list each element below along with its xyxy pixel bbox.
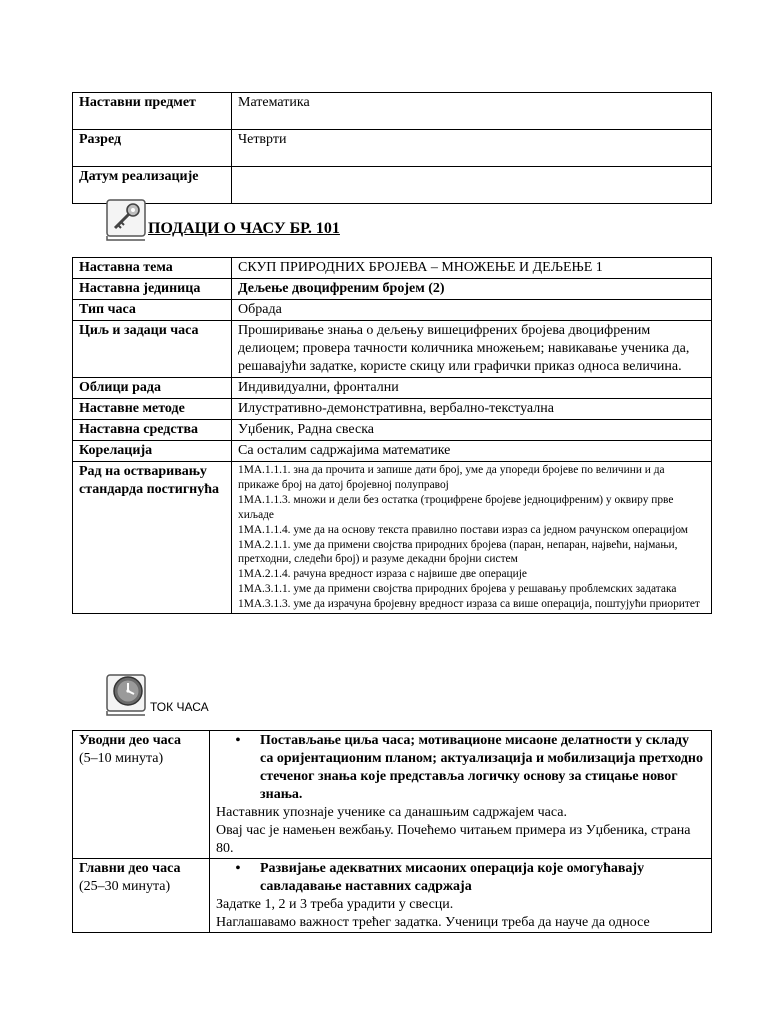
lesson-value: Проширивање знања о дељењу вишецифрених бројева двоцифреним делиоцем; провера тачности количника множењем; навикавање ученика да, решавајући задатке, користе скицу или графички приказ односа величина.	[232, 321, 712, 378]
lesson-row-unit	[73, 279, 712, 300]
flow-section-content	[210, 731, 712, 859]
tok-title: ТОК ЧАСА	[150, 700, 209, 714]
info-table	[72, 92, 712, 204]
lesson-value: Индивидуални, фронтални	[232, 378, 712, 399]
info-label: Разред	[73, 130, 232, 167]
flow-text-line: Наставник упознаје ученике са данашњим садржајем часа.	[216, 805, 567, 820]
info-label: Наставни предмет	[73, 93, 232, 130]
standard-item: 1МА.1.1.1. зна да прочита и запише дати број, уме да упореди бројеве по величини и да прикаже број на датој бројевној полуправој	[238, 464, 665, 491]
flow-bullet	[216, 860, 705, 896]
lesson-label: Облици рада	[73, 378, 232, 399]
flow-section-content	[210, 859, 712, 933]
lesson-label: Рад на остваривању стандарда постигнућа	[73, 462, 232, 614]
lesson-label: Наставна средства	[73, 420, 232, 441]
clock-icon	[104, 672, 150, 716]
lesson-value: Обрада	[232, 300, 712, 321]
lesson-row-type	[73, 300, 712, 321]
lesson-table	[72, 257, 712, 614]
flow-section-duration: (25–30 минута)	[79, 879, 171, 894]
info-value	[232, 167, 712, 204]
flow-text-line: Задатке 1, 2 и 3 треба урадити у свесци.	[216, 897, 454, 912]
flow-row-intro	[73, 731, 712, 859]
flow-bullet-text: Постављање циља часа; мотивационе мисаоне делатности у складу са оријентационим планом; актуализација и мобилизација претходно стеченог знања које представља логичку основу за стицање новог знања.	[260, 733, 703, 802]
lesson-value: Илустративно-демонстративна, вербално-текстуална	[232, 399, 712, 420]
lesson-label: Циљ и задаци часа	[73, 321, 232, 378]
lesson-label: Корелација	[73, 441, 232, 462]
bullet-dot-icon: •	[235, 733, 241, 748]
info-row-date	[73, 167, 712, 204]
info-value: Математика	[232, 93, 712, 130]
flow-section-label	[73, 859, 210, 933]
lesson-title: ПОДАЦИ О ЧАСУ БР. 101	[148, 220, 340, 237]
standard-item: 1МА.1.1.4. уме да на основу текста правилно постави израз са једном рачунском операцијом	[238, 523, 689, 536]
lesson-value: Са осталим садржајима математике	[232, 441, 712, 462]
lesson-label: Наставна јединица	[73, 279, 232, 300]
flow-bullet-text: Развијање адекватних мисаоних операција које омогућавају савладавање наставних садржаја	[260, 861, 645, 894]
lesson-label: Тип часа	[73, 300, 232, 321]
flow-row-main	[73, 859, 712, 933]
info-row-subject	[73, 93, 712, 130]
standard-item: 1МА.2.1.4. рачуна вредност израза с највише две операције	[238, 568, 527, 581]
standard-item: 1МА.3.1.3. уме да израчуна бројевну вредност израза са више операција, поштујући приоритет	[238, 598, 700, 611]
flow-bullet	[216, 732, 705, 804]
lesson-label: Наставне методе	[73, 399, 232, 420]
lesson-row-correlation	[73, 441, 712, 462]
standards-list	[232, 462, 712, 614]
lesson-row-standards	[73, 462, 712, 614]
key-icon	[104, 197, 148, 241]
lesson-value: Уџбеник, Радна свеска	[232, 420, 712, 441]
bullet-dot-icon: •	[235, 861, 241, 876]
lesson-row-resources	[73, 420, 712, 441]
flow-section-label	[73, 731, 210, 859]
flow-text-line: Наглашавамо важност трећег задатка. Ученици треба да науче да односе	[216, 915, 650, 930]
info-value: Четврти	[232, 130, 712, 167]
lesson-value: Дељење двоцифреним бројем (2)	[232, 279, 712, 300]
lesson-row-forms	[73, 378, 712, 399]
flow-section-duration: (5–10 минута)	[79, 751, 164, 766]
flow-section-title: Главни део часа	[79, 861, 181, 876]
info-label: Датум реализације	[73, 167, 232, 204]
lesson-row-goal	[73, 321, 712, 378]
flow-text-line: Овај час је намењен вежбању. Почећемо читањем примера из Уџбеника, страна 80.	[216, 823, 691, 856]
flow-section-title: Уводни део часа	[79, 733, 181, 748]
lesson-label: Наставна тема	[73, 258, 232, 279]
lesson-value: СКУП ПРИРОДНИХ БРОЈЕВА – МНОЖЕЊЕ И ДЕЉЕЊЕ 1	[232, 258, 712, 279]
lesson-row-methods	[73, 399, 712, 420]
standard-item: 1МА.2.1.1. уме да примени својства природних бројева (паран, непаран, највећи, најмањи, претходни, следећи број) и разуме декадни бројни систем	[238, 538, 678, 566]
standard-item: 1МА.3.1.1. уме да примени својства природних бројева у решавању проблемских задатака	[238, 583, 677, 596]
standard-item: 1МА.1.1.3. множи и дели без остатка (троцифрене бројеве једноцифреним) у оквиру прве хиљаде	[238, 493, 674, 521]
lesson-flow-table	[72, 730, 712, 933]
info-row-grade	[73, 130, 712, 167]
lesson-row-topic	[73, 258, 712, 279]
